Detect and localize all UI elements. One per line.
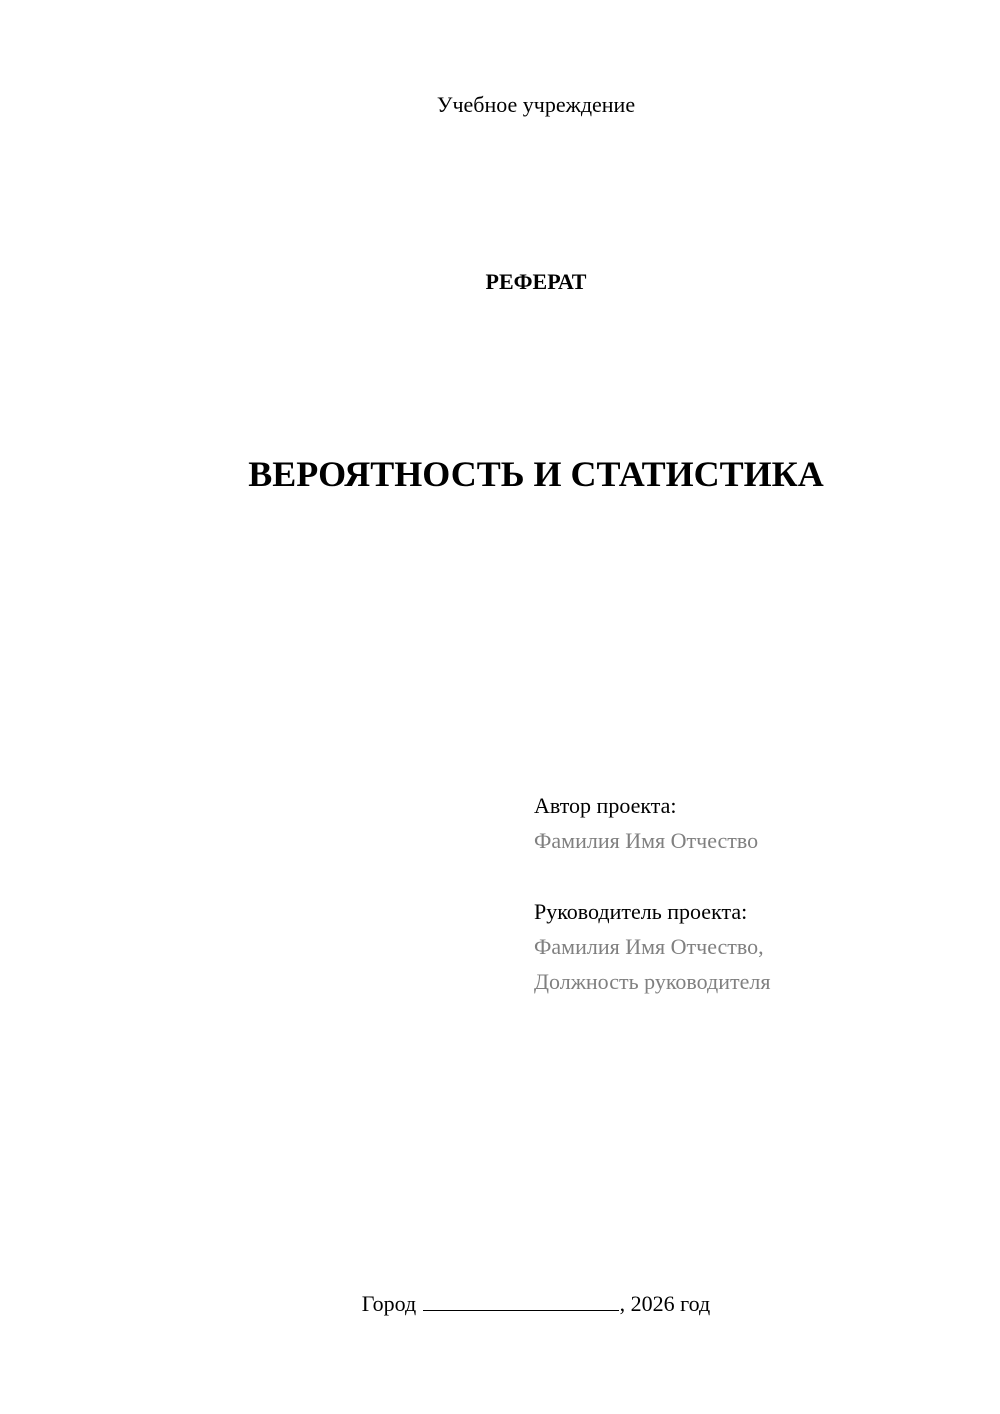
info-spacer [534,858,974,894]
author-name: Фамилия Имя Отчество [534,828,759,853]
project-info-block [534,788,974,999]
supervisor-position: Должность руководителя [534,969,771,994]
supervisor-name: Фамилия Имя Отчество, [534,934,764,959]
document-title: ВЕРОЯТНОСТЬ И СТАТИСТИКА [248,454,824,494]
document-type: РЕФЕРАТ [485,269,587,294]
year-text: , 2026 год [619,1291,711,1316]
institution-name: Учебное учреждение [436,92,636,117]
city-label: Город [361,1291,417,1316]
supervisor-label: Руководитель проекта: [534,899,748,924]
footer-city-year [0,1290,1000,1318]
city-blank-line [423,1290,619,1311]
author-label: Автор проекта: [534,793,677,818]
